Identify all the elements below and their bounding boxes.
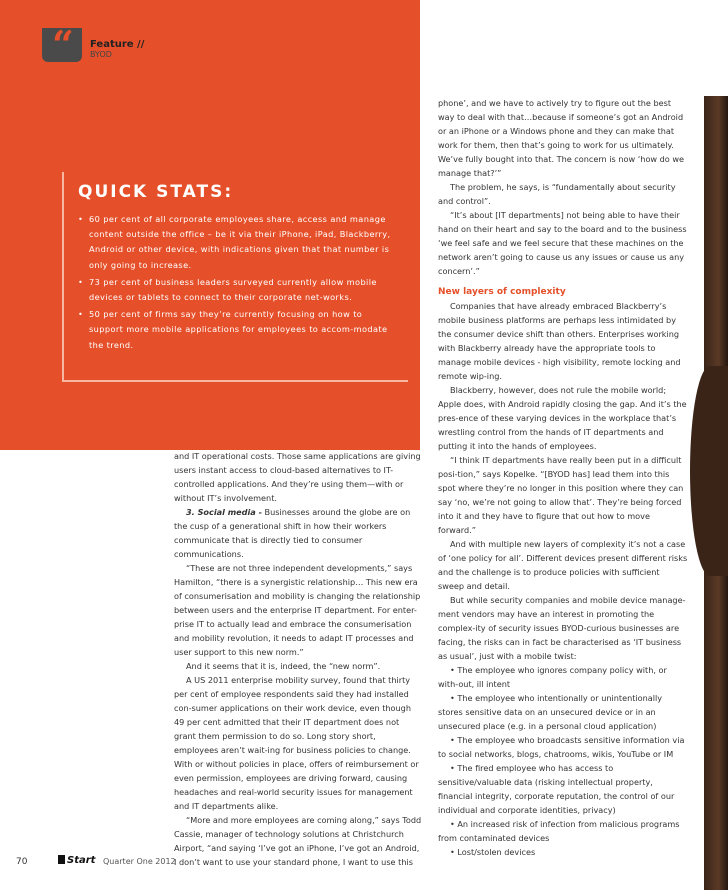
paragraph: The problem, he says, is “fundamentally about security and control”.: [438, 182, 676, 206]
paragraph: [174, 505, 422, 561]
bullet-item: • An increased risk of infection from malicious programs from contaminated devices: [438, 819, 680, 843]
paragraph: “It’s about [IT departments] not being able to have their hand on their heart and say to the board and to the business ‘we feel safe and we feel secure that these machines on the network aren’t going to cause us any issues or cause us any concern’.”: [438, 210, 687, 276]
photo-edge: [704, 96, 728, 890]
section-heading: New layers of complexity: [438, 287, 566, 297]
paragraph: Blackberry, however, does not rule the mobile world; Apple does, with Android rapidly closing the gap. And it’s the pres-ence of these varying devices in the workplace that’s wrestling control from the hands of IT departments and putting it into the hands of employees.: [438, 385, 687, 451]
paragraph: phone’, and we have to actively try to figure out the best way to deal with that…because if someone’s got an Android or an iPhone or a Windows phone and they can make that work for them, then that’s going to work for us ultimately. We’ve fully bought into that. The concern is now ‘how do we manage that?’”: [438, 98, 684, 178]
section-label: Feature //: [90, 39, 145, 50]
logo-text: Start: [67, 855, 96, 866]
paragraph-text: Businesses around the globe are on the cusp of a generational shift in how their workers communicate that is directly tied to consumer communications.: [174, 507, 411, 559]
bullet-item: • The employee who intentionally or unintentionally stores sensitive data on an unsecured device or in an unsecured place (e.g. in a personal cloud application): [438, 693, 663, 731]
bullet-item: • The employee who broadcasts sensitive information via to social networks, blogs, chatrooms, wikis, YouTube or IM: [438, 735, 685, 759]
paragraph: And with multiple new layers of complexity it’s not a case of ‘one policy for all’. Different devices present different risks and the challenge is to produce policies with sufficient sweep and detail.: [438, 539, 688, 591]
paragraph: And it seems that it is, indeed, the “new norm”.: [186, 661, 381, 671]
article-column-middle: [174, 449, 422, 869]
logo-icon: [58, 855, 65, 864]
paragraph: “These are not three independent developments,” says Hamilton, “there is a synergistic relationship… This new era of consumerisation and mobility is changing the relationship between users and the enterprise IT department. For enter-prise IT to actually lead and embrace the consumerisation and mobility revolution, it needs to adapt IT processes and user support to this new norm.”: [174, 563, 421, 657]
bullet-item: • The fired employee who has access to sensitive/valuable data (risking intellectual property, financial integrity, corporate reputation, the control of our individual and corporate identities, privacy): [438, 763, 675, 815]
inline-heading: 3. Social media -: [186, 507, 262, 517]
paragraph: Companies that have already embraced Blackberry’s mobile business platforms are perhaps less intimidated by the consumer device shift than others. Enterprises working with Blackberry already have the appropriate tools to manage mobile devices - high visibility, remote locking and remote wip-ing.: [438, 301, 681, 381]
paragraph: “I think IT departments have really been put in a difficult posi-tion,” says Kopelke. “[BYOD has] lead them into this spot where they’re no longer in this position where they can say ‘no, we’re not going to allow that’. They’re being forced into it and they have to figure that out how to move forward.”: [438, 455, 684, 535]
quick-stats-title: QUICK STATS:: [78, 182, 234, 202]
issue-label: Quarter One 2012: [103, 857, 176, 866]
list-item: • 50 per cent of firms say they’re currently focusing on how to support more mobile applications for employees to accom-modate the trend.: [78, 307, 398, 353]
page-number: 70: [16, 857, 28, 867]
paragraph: and IT operational costs. Those same applications are giving users instant access to cloud-based alternatives to IT-controlled applications. And they’re using them—with or without IT’s involvement.: [174, 451, 421, 503]
bullet-item: • Lost/stolen devices: [450, 847, 536, 857]
subsection-label: BYOD: [90, 50, 112, 59]
quote-icon: “: [52, 22, 74, 67]
list-item: • 73 per cent of business leaders surveyed currently allow mobile devices or tablets to connect to their corporate net-works.: [78, 275, 398, 305]
list-item: • 60 per cent of all corporate employees share, access and manage content outside the office – be it via their iPhone, iPad, Blackberry, Android or other device, with indications given that that number is only going to increase.: [78, 212, 398, 273]
paragraph: But while security companies and mobile device manage-ment vendors may have an interest in promoting the complex-ity of security issues BYOD-curious businesses are facing, the risks can in fact be characterised as ‘IT business as usual’, just with a mobile twist:: [438, 595, 686, 661]
quick-stats-list: [78, 212, 398, 355]
paragraph: A US 2011 enterprise mobility survey, found that thirty per cent of employee respondents said they had installed con-sumer applications on their work device, even though 49 per cent admitted that their IT department does not grant them permission to do so. Long story short, employees aren’t wait-ing for business policies to change. With or without policies in place, offers of reimbursement or even permission, employees are driving forward, causing headaches and real-world security issues for management and IT departments alike.: [174, 675, 419, 811]
magazine-logo: [58, 855, 95, 866]
article-column-right: [438, 96, 688, 859]
bullet-item: • The employee who ignores company policy with, or with-out, ill intent: [438, 665, 667, 689]
paragraph: “More and more employees are coming along,” says Todd Cassie, manager of technology solutions at Christchurch Airport, “and saying ‘I’ve got an iPhone, I’ve got an Android, I don’t want to use your standard phone, I want to use this: [174, 815, 422, 867]
